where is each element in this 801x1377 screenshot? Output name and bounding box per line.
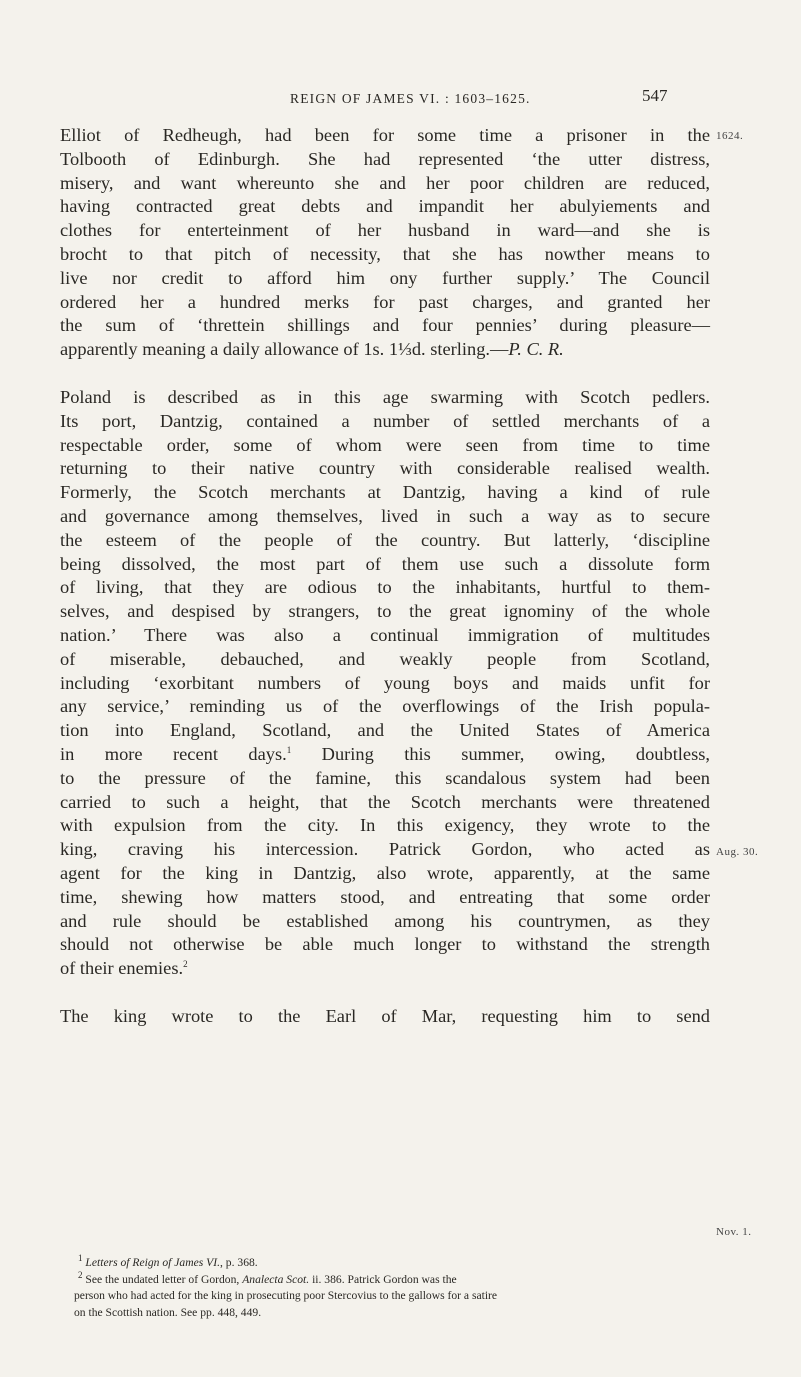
text-line: carried to such a height, that the Scotch merchants were threatened	[60, 791, 710, 812]
footnote-title: Analecta Scot.	[242, 1272, 310, 1286]
text-line: to the pressure of the famine, this scandalous system had been	[60, 767, 710, 788]
text-fragment: in more recent days.	[60, 743, 287, 764]
text-line: being dissolved, the most part of them use such a dissolute form	[60, 553, 710, 574]
text-line: Elliot of Redheugh, had been for some time a prisoner in the	[60, 125, 710, 145]
text-line: misery, and want whereunto she and her poor children are reduced,	[60, 172, 710, 193]
paragraph-elliot	[60, 124, 710, 362]
text-line: time, shewing how matters stood, and entreating that some order	[60, 886, 710, 907]
source-signature: P. C. R.	[508, 339, 564, 360]
text-line: tion into England, Scotland, and the United States of America	[60, 720, 710, 741]
text-line: the esteem of the people of the country. But latterly, ‘discipline	[60, 529, 710, 550]
text-line: Its port, Dantzig, contained a number of settled merchants of a	[60, 410, 710, 431]
footnotes	[74, 1253, 714, 1321]
text-line	[60, 743, 710, 767]
text-line: and governance among themselves, lived in such a way as to secure	[60, 505, 710, 526]
footnote-text: person who had acted for the king in prosecuting poor Stercovius to the gallows for a satire	[74, 1289, 498, 1302]
footnote-number: 2	[78, 1269, 83, 1280]
footnote-text: ii. 386. Patrick Gordon was the	[309, 1272, 457, 1286]
running-head: REIGN OF JAMES VI. : 1603–1625.	[290, 91, 531, 106]
text-line: selves, and despised by strangers, to the great ignominy of the whole	[60, 601, 710, 622]
margin-note-aug-30: Aug. 30.	[716, 846, 759, 858]
text-line: of living, that they are odious to the inhabitants, hurtful to them-	[60, 577, 710, 598]
text-line: Tolbooth of Edinburgh. She had represented ‘the utter distress,	[60, 148, 710, 169]
margin-note-nov-1: Nov. 1.	[716, 1226, 752, 1238]
text-line: of miserable, debauched, and weakly people from Scotland,	[60, 648, 710, 669]
text-line: The king wrote to the Earl of Mar, requesting him to send	[60, 1005, 710, 1026]
text-line: respectable order, some of whom were seen from time to time	[60, 434, 710, 455]
text-line: the sum of ‘threttein shillings and four pennies’ during pleasure—	[60, 315, 710, 336]
text-line	[60, 957, 710, 981]
page-number: 547	[642, 86, 668, 105]
text-line: agent for the king in Dantzig, also wrote, apparently, at the same	[60, 862, 710, 883]
footnote-text: , p. 368.	[220, 1256, 258, 1269]
text-line: king, craving his intercession. Patrick Gordon, who acted as	[60, 839, 710, 860]
body-text	[60, 124, 710, 1029]
text-line: any service,’ reminding us of the overflowings of the Irish popula-	[60, 696, 710, 717]
text-line: nation.’ There was also a continual immigration of multitudes	[60, 624, 710, 645]
text-line: and rule should be established among his countrymen, as they	[60, 910, 710, 931]
footnote-number: 1	[78, 1253, 83, 1264]
text-line: brocht to that pitch of necessity, that she has nowther means to	[60, 243, 710, 264]
paragraph-dantzig	[60, 386, 710, 981]
footnote-2	[74, 1269, 714, 1322]
page-header	[0, 86, 801, 110]
text-line	[60, 338, 710, 362]
text-line: with expulsion from the city. In this exigency, they wrote to the	[60, 815, 710, 836]
text-line: Formerly, the Scotch merchants at Dantzig, having a kind of rule	[60, 482, 710, 503]
footnote-text: See the undated letter of Gordon,	[85, 1272, 243, 1286]
footnote-1	[78, 1255, 714, 1272]
text-line: live nor credit to afford him ony further supply.’ The Council	[60, 267, 710, 288]
paragraph-earl-of-mar	[60, 1005, 710, 1029]
text-line: clothes for enterteinment of her husband in ward—and she is	[60, 220, 710, 241]
text-fragment: of their enemies.	[60, 958, 184, 979]
footnote-text: on the Scottish nation. See pp. 448, 449.	[74, 1305, 262, 1319]
footnote-ref: 2	[183, 958, 188, 969]
text-fragment: During this summer, owing, doubtless,	[291, 743, 710, 764]
text-line: having contracted great debts and impandit her abulyiements and	[60, 196, 710, 217]
text-line: returning to their native country with considerable realised wealth.	[60, 458, 710, 479]
margin-note-year: 1624.	[716, 130, 744, 142]
text-line: Poland is described as in this age swarming with Scotch pedlers.	[60, 386, 710, 407]
text-line: should not otherwise be able much longer to withstand the strength	[60, 934, 710, 955]
footnote-ref: 1	[286, 744, 292, 755]
text-line: ordered her a hundred merks for past charges, and granted her	[60, 291, 710, 312]
text-line: including ‘exorbitant numbers of young boys and maids unfit for	[60, 672, 710, 693]
footnote-title: Letters of Reign of James VI.	[85, 1256, 220, 1269]
text-fragment: apparently meaning a daily allowance of 1s. 1⅓d. sterling.—	[60, 339, 509, 360]
